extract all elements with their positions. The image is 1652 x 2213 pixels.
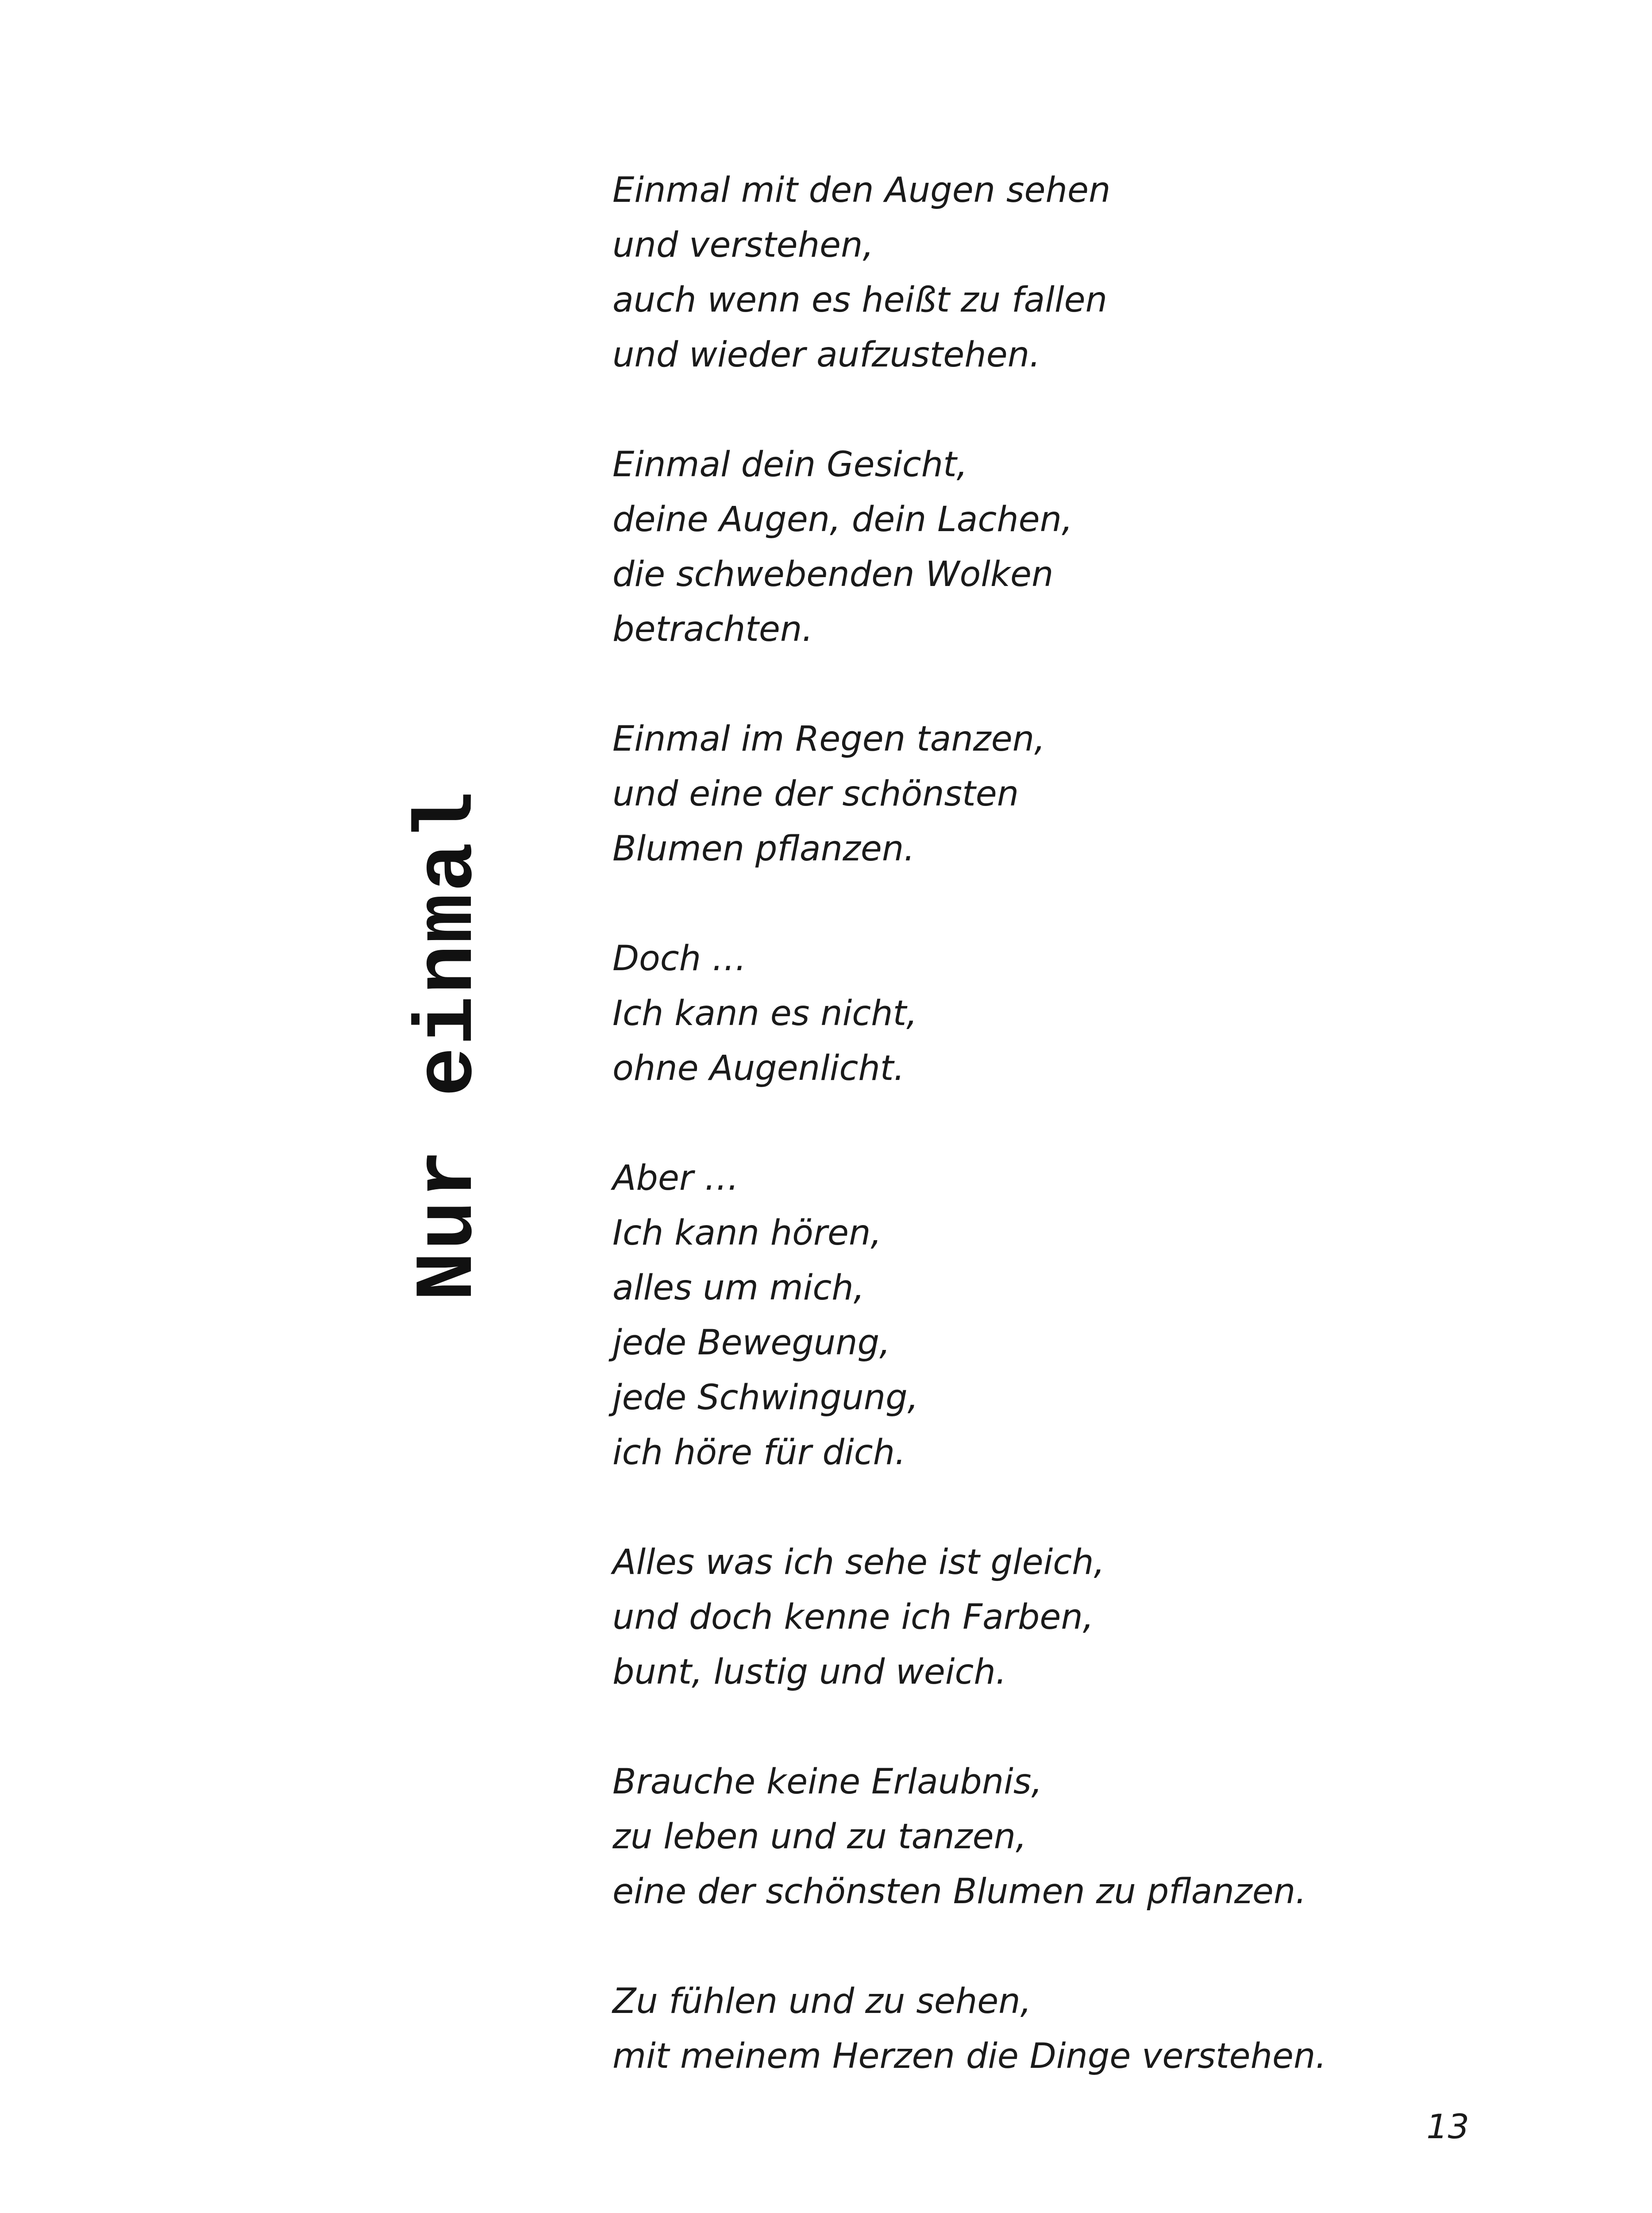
poem-title: Nur einmal: [402, 789, 496, 1301]
poem-line: Aber …: [612, 1158, 739, 1198]
stanza-8: [612, 1974, 1564, 2084]
poem-line: bunt, lustig und weich.: [612, 1652, 1007, 1692]
poem-line: die schwebenden Wolken: [612, 555, 1054, 594]
poem-body: [612, 163, 1564, 2084]
poem-line: Blumen pflanzen.: [612, 829, 915, 869]
poem-line: ich höre für dich.: [612, 1433, 906, 1473]
poem-line: Einmal mit den Augen sehen: [612, 170, 1111, 210]
poem-line: Brauche keine Erlaubnis,: [612, 1762, 1043, 1802]
stanza-7: [612, 1754, 1564, 1919]
poem-line: jede Schwingung,: [612, 1378, 919, 1418]
poem-line: Doch …: [612, 939, 747, 979]
poem-line: ohne Augenlicht.: [612, 1049, 905, 1088]
poem-line: Alles was ich sehe ist gleich,: [612, 1542, 1105, 1582]
poem-line: eine der schönsten Blumen zu pflanzen.: [612, 1872, 1307, 1912]
stanza-6: [612, 1535, 1564, 1700]
stanza-5: [612, 1151, 1564, 1480]
poem-line: mit meinem Herzen die Dinge verstehen.: [612, 2036, 1327, 2076]
poem-line: und wieder aufzustehen.: [612, 335, 1040, 375]
poem-line: und doch kenne ich Farben,: [612, 1597, 1094, 1637]
poem-line: und verstehen,: [612, 225, 874, 265]
poem-line: Ich kann hören,: [612, 1213, 882, 1253]
poem-line: Einmal dein Gesicht,: [612, 445, 968, 485]
poem-line: und eine der schönsten: [612, 774, 1019, 814]
stanza-4: [612, 931, 1564, 1096]
poem-line: jede Bewegung,: [612, 1323, 890, 1363]
stanza-2: [612, 437, 1564, 657]
stanza-3: [612, 712, 1564, 876]
poem-line: deine Augen, dein Lachen,: [612, 500, 1073, 540]
page-number: 13: [1426, 2107, 1469, 2146]
poem-line: Einmal im Regen tanzen,: [612, 719, 1045, 759]
poem-line: Zu fühlen und zu sehen,: [612, 1982, 1032, 2021]
poem-line: auch wenn es heißt zu fallen: [612, 280, 1108, 320]
poem-line: zu leben und zu tanzen,: [612, 1817, 1027, 1857]
poem-line: betrachten.: [612, 609, 813, 649]
stanza-1: [612, 163, 1564, 382]
poem-line: Ich kann es nicht,: [612, 994, 917, 1033]
poem-line: alles um mich,: [612, 1268, 865, 1308]
